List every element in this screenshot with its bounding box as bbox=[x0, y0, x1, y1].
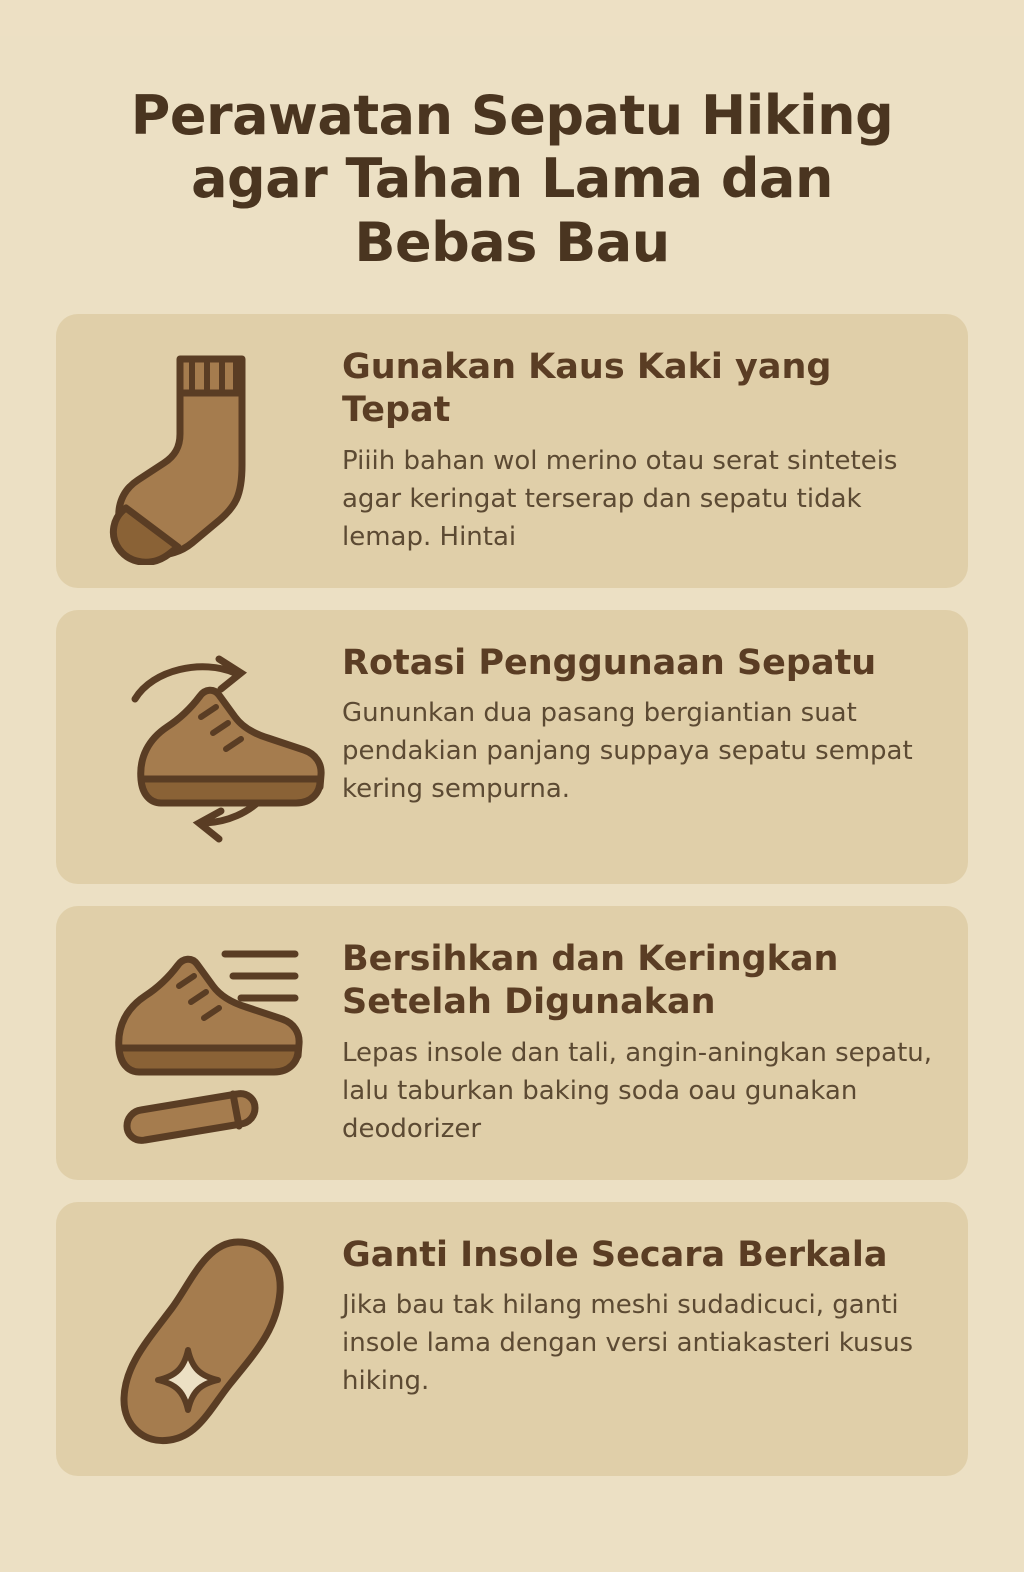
card-title: Ganti Insole Secara Berkala bbox=[342, 1234, 888, 1275]
card-title: Rotasi Penggunaan Sepatu bbox=[342, 642, 877, 683]
card-title: Bersihkan dan Keringkan Setelah Digunakan bbox=[342, 938, 839, 1023]
card-description: Jika bau tak hilang meshi sudadicuci, ganti insole lama dengan versi antiakasteri kusus hiking. bbox=[342, 1290, 914, 1396]
tips-list bbox=[56, 314, 968, 1476]
insole-sparkle-icon bbox=[74, 1220, 342, 1456]
title-line-1: Perawatan Sepatu Hiking bbox=[130, 84, 894, 148]
card-body bbox=[342, 1220, 940, 1401]
title-line-2: agar Tahan Lama dan bbox=[191, 147, 833, 211]
list-item bbox=[56, 1202, 968, 1476]
air-lines-icon bbox=[225, 954, 295, 998]
infographic-poster bbox=[0, 36, 1024, 1572]
list-item bbox=[56, 314, 968, 588]
card-description: Lepas insole dan tali, angin-aningkan sepatu, lalu taburkan baking soda oau gunakan deodorizer bbox=[342, 1038, 933, 1144]
list-item bbox=[56, 906, 968, 1180]
sock-icon bbox=[74, 332, 342, 568]
card-body bbox=[342, 628, 940, 809]
shoe-rotation-icon bbox=[74, 628, 342, 864]
card-title: Gunakan Kaus Kaki yang Tepat bbox=[342, 346, 832, 431]
title-line-3: Bebas Bau bbox=[354, 210, 670, 274]
card-description: Piiih bahan wol merino otau serat sinteteis agar keringat terserap dan sepatu tidak lemap. Hintai bbox=[342, 446, 898, 552]
card-description: Gununkan dua pasang bergiantian suat pendakian panjang suppaya sepatu sempat kering sempurna. bbox=[342, 698, 913, 804]
page-title bbox=[56, 36, 968, 274]
shoe-cleaning-icon bbox=[74, 924, 342, 1160]
card-body bbox=[342, 332, 940, 557]
list-item bbox=[56, 610, 968, 884]
card-body bbox=[342, 924, 940, 1149]
